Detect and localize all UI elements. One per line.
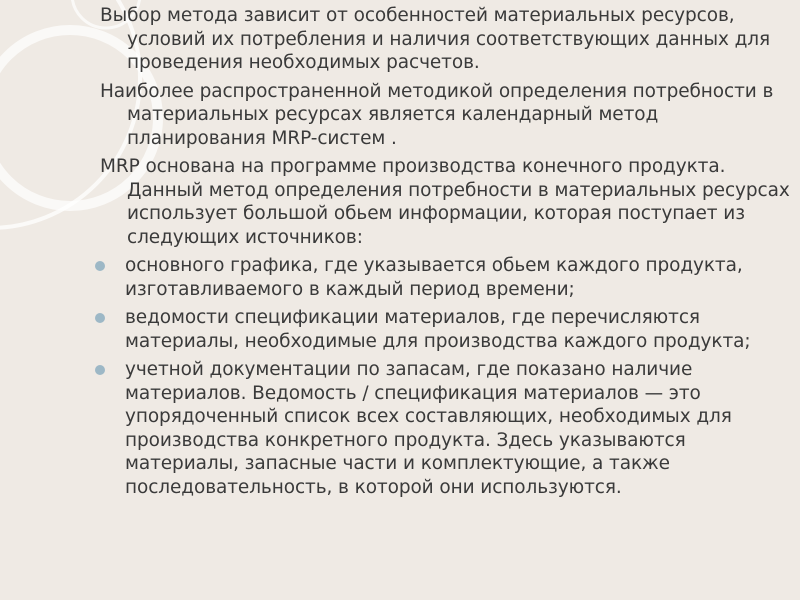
bullet-dot-icon <box>95 313 105 323</box>
list-item-inventory-records <box>98 358 790 499</box>
list-item-text: ведомости спецификации материалов, где перечисляются материалы, необходимые для производства каждого продукта; <box>125 307 751 352</box>
bullet-dot-icon <box>95 365 105 375</box>
list-item-text: учетной документации по запасам, где показано наличие материалов. Ведомость / спецификация материалов — это упорядоченный список всех составляющих, необходимых для производства конкретного продукта. Здесь указываются материалы, запасные части и комплектующие, а также последовательность, в которой они используются. <box>125 359 732 498</box>
paragraph-method-choice: Выбор метода зависит от особенностей материальных ресурсов, условий их потребления и наличия соответствующих данных для проведения необходимых расчетов. <box>100 5 771 73</box>
list-item-master-schedule <box>98 254 790 301</box>
bullet-dot-icon <box>95 261 105 271</box>
list-item-bill-of-materials <box>98 306 790 353</box>
list-item-text: основного графика, где указывается обьем каждого продукта, изготавливаемого в каждый период времени; <box>125 255 743 300</box>
slide-body <box>100 4 790 504</box>
paragraph-common-method: Наиболее распространенной методикой определения потребности в материальных ресурсах является календарный метод планирования MRP-систем . <box>100 80 774 149</box>
paragraph-mrp-basis: MRP основана на программе производства конечного продукта. Данный метод определения потребности в материальных ресурсах использует большой обьем информации, которая поступает из следующих источников: <box>100 156 790 248</box>
